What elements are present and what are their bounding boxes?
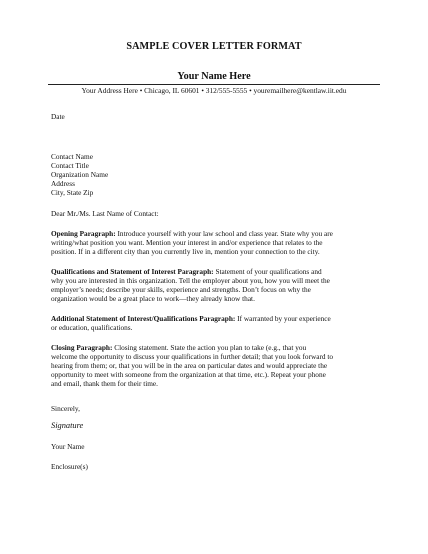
additional-line: If warranted by your experience [235, 314, 331, 323]
closing-line: hearing from them; or, that you will be in the area on particular dates and would appreciate the [51, 361, 328, 371]
date-text: Date [51, 112, 65, 121]
salutation [51, 209, 381, 218]
recipient-name: Contact Name [51, 152, 93, 161]
additional-paragraph [51, 314, 381, 332]
closing-line: Closing statement. State the action you plan to take (e.g., that you [112, 343, 307, 352]
opening-heading: Opening Paragraph: [51, 229, 116, 238]
enclosure-text: Enclosure(s) [51, 462, 88, 471]
closing-paragraph [51, 343, 381, 388]
recipient-city: City, State Zip [51, 188, 94, 198]
valediction [51, 404, 381, 413]
date-line [51, 112, 381, 121]
opening-line: writing/what position you want. Mention your interest in and/or experience that relates to the [51, 238, 323, 248]
opening-line: position. If in a different city than you currently live in, mention your connection to the city. [51, 247, 320, 257]
closing-line: and email, thank them for their time. [51, 379, 158, 389]
closing-heading: Closing Paragraph: [51, 343, 113, 352]
document-title: SAMPLE COVER LETTER FORMAT [126, 41, 302, 52]
qualifications-line: why you are interested in this organization. Tell the employer about you, how you will meet the [51, 276, 330, 286]
qualifications-line: Statement of your qualifications and [213, 267, 322, 276]
signature-text: Signature [51, 421, 84, 430]
additional-heading: Additional Statement of Interest/Qualifications Paragraph: [51, 314, 236, 323]
header-rule [48, 84, 380, 85]
name-heading: Your Name Here [177, 71, 251, 82]
recipient-block [51, 152, 381, 197]
salutation-text: Dear Mr./Ms. Last Name of Contact: [51, 209, 159, 218]
signature-line [51, 421, 381, 430]
qualifications-line: organization would be a great place to work—they already know that. [51, 294, 255, 304]
opening-paragraph [51, 229, 381, 256]
contact-address-line: Your Address Here • Chicago, IL 60601 • 312/555-5555 • youremailhere@kentlaw.iit.edu [81, 86, 347, 95]
qualifications-line: employer’s needs; describe your skills, experience and strengths. Don’t focus on why the [51, 285, 311, 295]
enclosure-line [51, 462, 381, 471]
closing-line: welcome the opportunity to discuss your qualifications in further detail; that you look forward to [51, 352, 334, 362]
qualifications-paragraph [51, 267, 381, 303]
opening-line: Introduce yourself with your law school and class year. State why you are [115, 229, 333, 238]
recipient-address: Address [51, 179, 75, 189]
signer-name-text: Your Name [51, 442, 85, 451]
closing-line: opportunity to meet with someone from the organization at that time, etc.). Repeat your phone [51, 370, 326, 380]
qualifications-heading: Qualifications and Statement of Interest Paragraph: [51, 267, 214, 276]
recipient-organization: Organization Name [51, 170, 109, 180]
valediction-text: Sincerely, [51, 404, 80, 413]
recipient-title: Contact Title [51, 161, 89, 171]
additional-line: or education, qualifications. [51, 323, 133, 333]
signer-name [51, 442, 381, 451]
